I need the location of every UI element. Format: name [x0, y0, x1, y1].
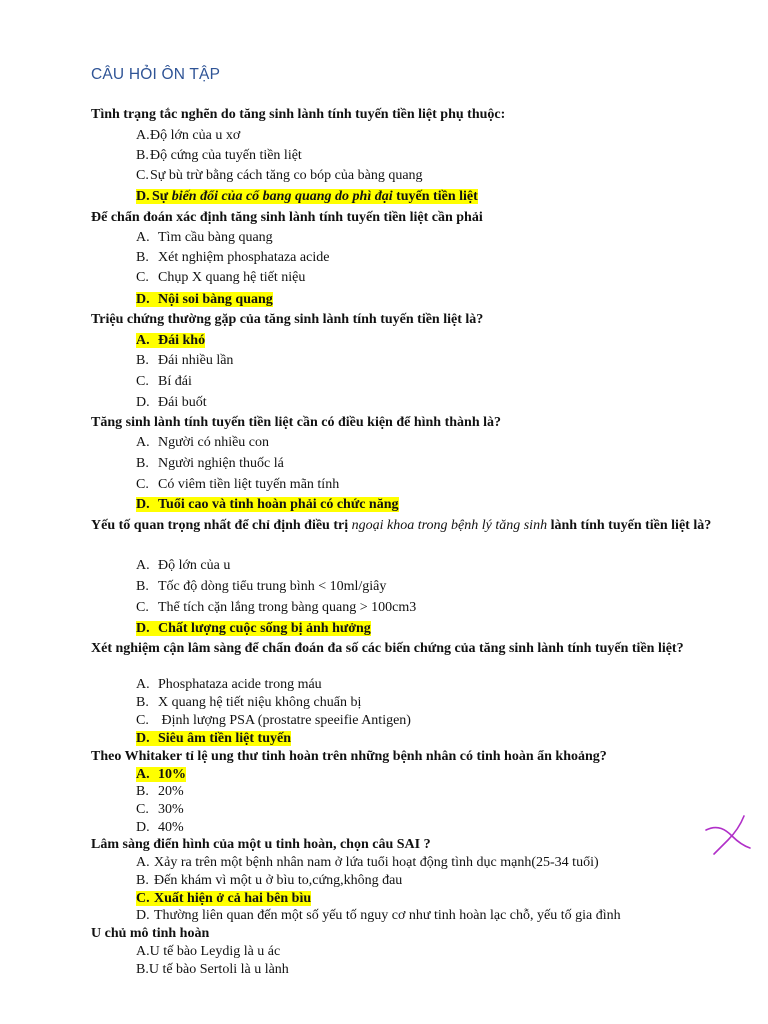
- option-label: A.: [136, 944, 150, 959]
- option-text: Thể tích cặn lắng trong bàng quang > 100cm3: [158, 600, 417, 615]
- option-label: C.: [136, 270, 149, 285]
- option-label: A.: [136, 855, 150, 870]
- option-3d: [136, 394, 207, 412]
- question-2: Để chẩn đoán xác định tăng sinh lành tính tuyến tiền liệt cần phải: [91, 210, 483, 225]
- option-label: A.: [136, 128, 150, 143]
- option-text: 40%: [158, 820, 184, 835]
- option-text: Độ cứng của tuyến tiền liệt: [150, 148, 302, 163]
- option-text: Độ lớn của u: [158, 558, 231, 573]
- option-2c: [136, 269, 305, 287]
- option-5c: [136, 599, 416, 617]
- question-8: Lâm sàng điển hình của một u tinh hoàn, chọn câu SAI ?: [91, 837, 431, 852]
- option-text: Xuất hiện ở cả hai bên bìu: [154, 891, 312, 906]
- option-label: D.: [136, 395, 150, 410]
- page-title: CÂU HỎI ÔN TẬP: [91, 66, 221, 83]
- option-text: Thường liên quan đến một số yếu tố nguy cơ như tinh hoàn lạc chỗ, yếu tố gia đình: [154, 908, 621, 923]
- option-6c: [136, 712, 411, 730]
- option-5b: [136, 578, 386, 596]
- option-text: Chất lượng cuộc sống bị ảnh hưởng: [158, 621, 371, 636]
- option-label: C.: [136, 477, 149, 492]
- option-text: Tốc độ dòng tiểu trung bình < 10ml/giây: [158, 579, 387, 594]
- option-8a: [136, 854, 599, 872]
- option-text: Đái khó: [158, 333, 206, 348]
- option-label: B.: [136, 353, 149, 368]
- option-1c: [136, 167, 423, 185]
- option-2b: [136, 249, 329, 267]
- option-3a-correct: [136, 332, 205, 350]
- option-label: A.: [136, 333, 150, 348]
- option-label: D.: [136, 820, 150, 835]
- option-3c: [136, 373, 192, 391]
- option-7c: [136, 801, 184, 819]
- question-6: Xét nghiệm cận lâm sàng để chẩn đoán đa số các biến chứng của tăng sinh lành tính tuyến tiền liệt?: [91, 641, 684, 656]
- option-text: tuyến tiền liệt: [392, 189, 478, 204]
- option-text: Đái nhiều lần: [158, 353, 234, 368]
- option-1b: [136, 147, 302, 165]
- option-label: D.: [136, 908, 150, 923]
- option-text: Nội soi bàng quang: [158, 292, 273, 307]
- option-text: Xảy ra trên một bệnh nhân nam ở lứa tuổi hoạt động tình dục mạnh(25-34 tuổi): [154, 855, 599, 870]
- option-text: U tế bào Sertoli là u lành: [148, 962, 289, 977]
- option-label: C.: [136, 891, 150, 906]
- option-label: B.: [136, 250, 149, 265]
- option-text: Định lượng PSA (prostatre speeifie Antigen): [158, 713, 411, 728]
- option-text: Tuổi cao và tinh hoàn phải có chức năng: [158, 497, 399, 512]
- question-3: Triệu chứng thường gặp của tăng sinh lành tính tuyến tiền liệt là?: [91, 312, 484, 327]
- option-text: Độ lớn của u xơ: [150, 128, 241, 143]
- option-text: Siêu âm tiền liệt tuyến: [158, 731, 291, 746]
- option-text: U tế bào Leydig là u ác: [149, 944, 281, 959]
- option-2d-correct: [136, 291, 273, 309]
- option-7d: [136, 819, 184, 837]
- option-label: B.: [136, 579, 149, 594]
- question-text-emphasis: ngoại khoa trong bệnh lý tăng sinh: [351, 518, 548, 533]
- option-label: A.: [136, 435, 150, 450]
- option-label: A.: [136, 558, 150, 573]
- option-label: A.: [136, 767, 150, 782]
- option-label: B.: [136, 148, 149, 163]
- option-label: C.: [136, 600, 149, 615]
- option-label: B.: [136, 962, 149, 977]
- option-label: B.: [136, 784, 149, 799]
- option-label: B.: [136, 873, 149, 888]
- option-label: D.: [136, 189, 150, 204]
- option-text: Có viêm tiền liệt tuyến mãn tính: [158, 477, 340, 492]
- option-6d-correct: [136, 730, 291, 748]
- option-text-emphasis: biến đổi của cổ bang quang do phì đại: [171, 189, 393, 204]
- option-text: Sự: [152, 189, 172, 204]
- option-text: Phosphataza acide trong máu: [158, 677, 322, 692]
- option-2a: [136, 229, 273, 247]
- option-4b: [136, 455, 284, 473]
- option-text: Người có nhiều con: [158, 435, 270, 450]
- option-text: 20%: [158, 784, 184, 799]
- question-4: Tăng sinh lành tính tuyến tiền liệt cần có điều kiện để hình thành là?: [91, 415, 501, 430]
- option-label: A.: [136, 230, 150, 245]
- option-label: B.: [136, 456, 149, 471]
- option-4d-correct: [136, 496, 399, 514]
- option-1d-correct: [136, 188, 478, 206]
- option-7b: [136, 783, 184, 801]
- option-9a: [136, 943, 280, 961]
- option-label: C.: [136, 374, 149, 389]
- option-text: X quang hệ tiết niệu không chuẩn bị: [158, 695, 362, 710]
- option-8d: [136, 907, 621, 925]
- option-label: D.: [136, 621, 150, 636]
- option-text: Sự bù trừ bằng cách tăng co bóp của bàng quang: [150, 168, 423, 183]
- option-5d-correct: [136, 620, 371, 638]
- option-label: C.: [136, 802, 149, 817]
- option-text: Đái buốt: [158, 395, 207, 410]
- option-4c: [136, 476, 339, 494]
- option-6b: [136, 694, 361, 712]
- option-label: D.: [136, 292, 150, 307]
- option-9b: [136, 961, 289, 979]
- question-text: lành tính tuyến tiền liệt là?: [547, 518, 712, 533]
- option-8c-correct: [136, 890, 311, 908]
- handwritten-cross-mark: [700, 812, 756, 856]
- option-6a: [136, 676, 322, 694]
- option-7a-correct: [136, 766, 186, 784]
- option-4a: [136, 434, 269, 452]
- option-text: Chụp X quang hệ tiết niệu: [158, 270, 306, 285]
- option-text: Người nghiện thuốc lá: [158, 456, 284, 471]
- option-5a: [136, 557, 230, 575]
- question-1: Tình trạng tắc nghẽn do tăng sinh lành tính tuyến tiền liệt phụ thuộc:: [91, 107, 506, 122]
- question-9: U chủ mô tinh hoàn: [91, 926, 210, 941]
- option-text: Xét nghiệm phosphataza acide: [158, 250, 330, 265]
- option-text: Đến khám vì một u ở bìu to,cứng,không đau: [154, 873, 403, 888]
- option-1a: [136, 127, 240, 145]
- question-7: Theo Whitaker tỉ lệ ung thư tinh hoàn trên những bệnh nhân có tinh hoàn ẩn khoảng?: [91, 749, 607, 764]
- option-label: C.: [136, 713, 149, 728]
- option-label: D.: [136, 497, 150, 512]
- option-label: B.: [136, 695, 149, 710]
- option-3b: [136, 352, 233, 370]
- question-5: [91, 516, 725, 536]
- option-text: 10%: [158, 767, 186, 782]
- option-8b: [136, 872, 402, 890]
- option-text: 30%: [158, 802, 184, 817]
- option-label: D.: [136, 731, 150, 746]
- option-label: A.: [136, 677, 150, 692]
- question-text: Yếu tố quan trọng nhất để chỉ định điều trị: [91, 518, 352, 533]
- option-text: Bí đái: [158, 374, 192, 389]
- option-label: C.: [136, 168, 149, 183]
- option-text: Tìm cầu bàng quang: [158, 230, 273, 245]
